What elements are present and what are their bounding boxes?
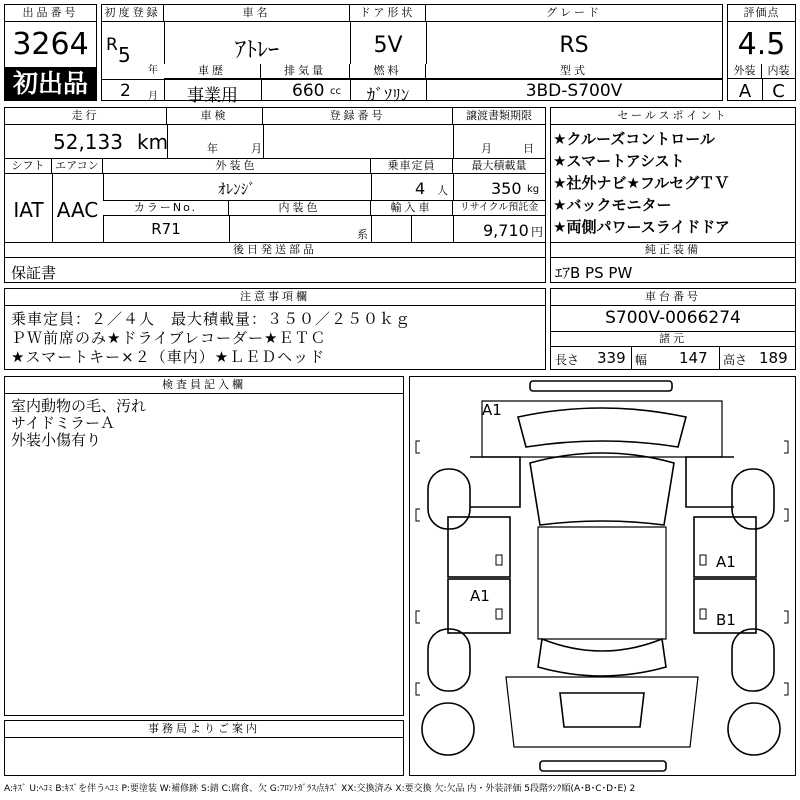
remarks-label: 注意事項欄 xyxy=(5,289,545,306)
inspection-label: 車検 xyxy=(167,108,263,125)
inspector-box xyxy=(4,376,404,716)
int-label: 内装 xyxy=(762,64,795,79)
lot-number: 3264 xyxy=(12,27,89,62)
sales-box xyxy=(550,107,796,283)
history-value: 事業用 xyxy=(187,86,238,106)
legend-footer: A:ｷｽﾞ U:ﾍｺﾐ B:ｷｽﾞを伴うﾍｺﾐ P:要塗装 W:補修跡 S:錆 C:腐食、欠 G:ﾌﾛﾝﾄｶﾞﾗｽ点ｷｽﾞ XX:交換済み X:要交換 欠:欠品 内・外装評価 5段階ﾗﾝｸ順(A･B･C･D･E) 2 xyxy=(4,784,636,794)
inspector-line: 室内動物の毛、汚れ xyxy=(11,397,147,415)
length-label: 長さ xyxy=(555,353,580,367)
name-label: 車名 xyxy=(164,5,350,22)
load-label: 最大積載量 xyxy=(453,159,545,174)
lot-box xyxy=(4,4,97,101)
reg-year: 5 xyxy=(118,43,131,67)
chassis-label: 車台番号 xyxy=(551,289,795,306)
recycle-value: 9,710 xyxy=(483,221,529,240)
sales-point: ★両側パワースライドドア xyxy=(553,218,730,236)
model-value: 3BD-S700V xyxy=(525,81,623,101)
length-value: 339 xyxy=(597,349,626,367)
sales-point: ★社外ナビ★フルセグＴＶ xyxy=(553,174,730,192)
ac-label: エアコン xyxy=(52,159,103,174)
delivery-label: 譲渡書類期限 xyxy=(453,108,545,125)
colorno-value: R71 xyxy=(151,220,181,238)
interior-suffix: 系 xyxy=(357,228,368,241)
sales-point: ★バックモニター xyxy=(553,196,672,214)
capacity-unit: 人 xyxy=(437,184,448,197)
remarks-box xyxy=(4,288,546,370)
colorno-label: カラーNo. xyxy=(103,201,229,216)
height-label: 高さ xyxy=(723,353,748,367)
displacement-unit: cc xyxy=(330,86,341,97)
recycle-unit: 円 xyxy=(531,225,544,239)
mileage-unit: km xyxy=(137,130,169,154)
capacity-value: 4 xyxy=(415,179,426,198)
sales-point: ★クルーズコントロール xyxy=(553,130,715,148)
parts-value: 保証書 xyxy=(11,264,57,282)
reg-year-unit: 年 xyxy=(148,65,158,76)
sales-label: セールスポイント xyxy=(551,108,795,125)
mileage-value: 52,133 xyxy=(53,130,123,154)
width-label: 幅 xyxy=(635,353,648,367)
ext-label: 外装 xyxy=(728,64,762,79)
spec-label: 諸元 xyxy=(551,332,795,347)
grade-label: グレード xyxy=(426,5,722,22)
color-label: 外装色 xyxy=(103,159,371,174)
lot-label: 出品番号 xyxy=(5,5,96,22)
damage-mark-front-left: A1 xyxy=(482,401,502,419)
inspection-year: 年 xyxy=(207,142,218,155)
fuel-label: 燃料 xyxy=(350,64,426,79)
import-label: 輸入車 xyxy=(371,201,453,216)
office-box xyxy=(4,720,404,776)
shift-label: シフト xyxy=(5,159,52,174)
damage-mark-right-front-door: A1 xyxy=(716,553,736,571)
office-label: 事務局よりご案内 xyxy=(5,721,403,738)
inspector-line: 外装小傷有り xyxy=(11,431,102,449)
capacity-label: 乗車定員 xyxy=(371,159,453,174)
shift-value: IAT xyxy=(13,198,44,222)
damage-mark-left-rear-door: A1 xyxy=(470,587,490,605)
remark-line: 乗車定員：２／４人 最大積載量：３５０／２５０ｋｇ xyxy=(11,310,412,328)
score-label: 評価点 xyxy=(728,5,795,22)
remark-line: ★スマートキー×２（車内）★ＬＥＤヘッド xyxy=(11,348,326,366)
detail-box xyxy=(4,107,546,283)
int-score: C xyxy=(772,81,785,102)
score-value: 4.5 xyxy=(737,27,786,62)
history-label: 車歴 xyxy=(164,64,261,79)
reg-label: 初度登録 xyxy=(102,5,164,22)
delivery-month: 月 xyxy=(481,142,492,155)
color-value: ｵﾚﾝｼﾞ xyxy=(218,180,256,198)
mileage-label: 走行 xyxy=(5,108,167,125)
displacement-label: 排気量 xyxy=(261,64,350,79)
delivery-day: 日 xyxy=(523,142,534,155)
ac-value: AAC xyxy=(56,198,99,222)
reg-era: R xyxy=(106,35,118,55)
car-outline-diagram xyxy=(410,377,795,775)
model-label: 型式 xyxy=(426,64,722,79)
load-unit: kg xyxy=(527,184,540,195)
first-listing-badge: 初出品 xyxy=(5,67,96,100)
fuel-value: ｶﾞｿﾘﾝ xyxy=(366,86,410,106)
grade-value: RS xyxy=(559,33,589,58)
standard-value: ｴｱB PS PW xyxy=(555,264,633,282)
chassis-number: S700V-0066274 xyxy=(605,308,741,328)
regno-label: 登録番号 xyxy=(263,108,453,125)
sales-point: ★スマートアシスト xyxy=(553,152,685,170)
reg-month-unit: 月 xyxy=(148,91,158,102)
door-label: ドア形状 xyxy=(350,5,426,22)
displacement-value: 660 xyxy=(292,81,325,101)
header-box xyxy=(101,4,723,106)
door-type: 5V xyxy=(373,33,403,58)
inspector-label: 検査員記入欄 xyxy=(5,377,403,394)
remark-line: ＰＷ前席のみ★ドライブレコーダー★ＥＴＣ xyxy=(11,329,327,347)
chassis-box xyxy=(550,288,796,370)
inspector-line: サイドミラーＡ xyxy=(11,414,115,432)
car-name: ｱﾄﾚｰ xyxy=(234,38,279,63)
inspection-month: 月 xyxy=(251,142,262,155)
recycle-label: リサイクル預託金 xyxy=(453,201,545,216)
car-diagram xyxy=(409,376,796,776)
standard-label: 純正装備 xyxy=(551,243,795,258)
score-box xyxy=(727,4,796,101)
width-value: 147 xyxy=(679,349,708,367)
load-value: 350 xyxy=(491,179,522,198)
parts-label: 後日発送部品 xyxy=(5,243,545,258)
reg-month: 2 xyxy=(120,81,131,101)
height-value: 189 xyxy=(759,349,788,367)
damage-mark-right-rear: B1 xyxy=(716,611,736,629)
interior-label: 内装色 xyxy=(229,201,371,216)
ext-score: A xyxy=(738,81,752,102)
